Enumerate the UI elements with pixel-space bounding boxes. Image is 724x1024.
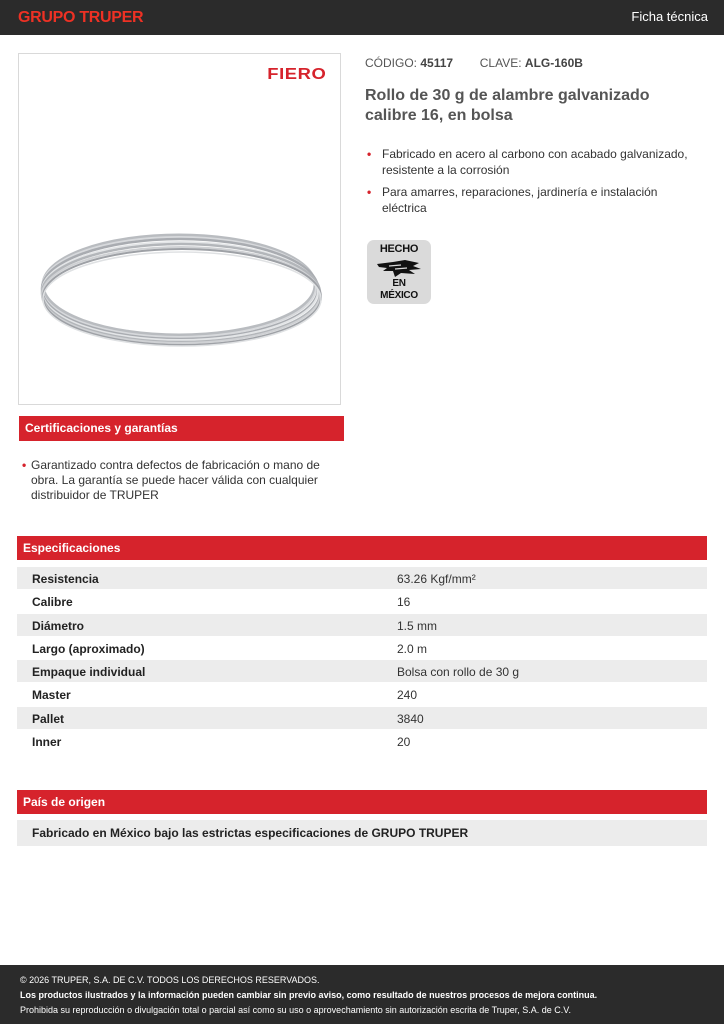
certifications-header: [19, 416, 344, 441]
eagle-icon: [375, 258, 423, 278]
table-row: [17, 567, 707, 590]
spec-key: Pallet: [32, 711, 65, 726]
brand-logo: GRUPO TRUPER: [18, 9, 144, 26]
certifications-text: • Garantizado contra defectos de fabricación o mano de obra. La garantía se puede hacer válida con cualquier distribuidor de TRUPER: [22, 458, 340, 503]
document-type: Ficha técnica: [631, 9, 708, 24]
wire-coil-image: [37, 224, 325, 374]
feature-item: • Fabricado en acero al carbono con acabado galvanizado, resistente a la corrosión: [365, 146, 700, 178]
spec-value: 3840: [397, 711, 424, 726]
footer-notice: Los productos ilustrados y la información pueden cambiar sin previo aviso, como resultado de nuestros procesos de mejora continua.: [20, 990, 598, 1000]
code-value: 45117: [420, 56, 454, 70]
spec-key: Inner: [32, 735, 62, 750]
spec-key: Calibre: [32, 595, 73, 610]
product-image-frame: [18, 53, 341, 405]
product-brand-logo: FIERO: [266, 66, 326, 83]
spec-value: 16: [397, 595, 411, 610]
table-row: [17, 660, 707, 683]
code-label: CÓDIGO:: [365, 56, 418, 70]
spec-key: Diámetro: [32, 618, 85, 633]
table-row: [17, 707, 707, 730]
spec-key: Empaque individual: [32, 665, 146, 680]
header-bar: [0, 0, 724, 35]
table-row: [17, 614, 707, 637]
spec-value: 20: [397, 735, 411, 750]
product-title: Rollo de 30 g de alambre galvanizado calibre 16, en bolsa: [365, 87, 650, 124]
feature-list: [365, 146, 700, 222]
spec-key: Master: [32, 688, 71, 703]
footer-legal: Prohibida su reproducción o divulgación total o parcial así como su uso o aprovechamiento sin autorización escrita de Truper, S.A. de C.V.: [20, 1005, 571, 1015]
specifications-title: Especificaciones: [23, 541, 121, 555]
table-row: [17, 683, 707, 706]
badge-lines-2-3: [367, 278, 431, 302]
table-row: [17, 590, 707, 613]
certifications-title: Certificaciones y garantías: [25, 421, 178, 435]
hecho-en-mexico-badge: [367, 240, 431, 304]
badge-line-1: HECHO: [379, 243, 419, 255]
origin-row: [17, 820, 707, 846]
badge-line-3: MÉXICO: [380, 290, 418, 301]
spec-value: Bolsa con rollo de 30 g: [397, 665, 520, 680]
key-label: CLAVE:: [479, 56, 522, 70]
specifications-table: [17, 567, 707, 753]
key-value: ALG-160B: [524, 56, 583, 70]
spec-value: 63.26 Kgf/mm²: [397, 572, 476, 586]
spec-value: 1.5 mm: [397, 618, 438, 633]
footer-copyright: © 2026 TRUPER, S.A. DE C.V. TODOS LOS DERECHOS RESERVADOS.: [20, 975, 320, 985]
table-row: [17, 637, 707, 660]
product-codes: [365, 56, 583, 70]
spec-value: 2.0 m: [397, 641, 428, 656]
specifications-header: [17, 536, 707, 560]
feature-item: • Para amarres, reparaciones, jardinería e instalación eléctrica: [365, 184, 700, 216]
spec-value: 240: [397, 688, 418, 703]
spec-key: Largo (aproximado): [32, 641, 145, 656]
origin-header: [17, 790, 707, 814]
badge-line-2: EN: [392, 278, 406, 289]
origin-text: Fabricado en México bajo las estrictas especificaciones de GRUPO TRUPER: [32, 826, 469, 840]
footer: [0, 965, 724, 1024]
origin-title: País de origen: [23, 795, 106, 809]
spec-key: Resistencia: [32, 572, 99, 586]
table-row: [17, 730, 707, 753]
